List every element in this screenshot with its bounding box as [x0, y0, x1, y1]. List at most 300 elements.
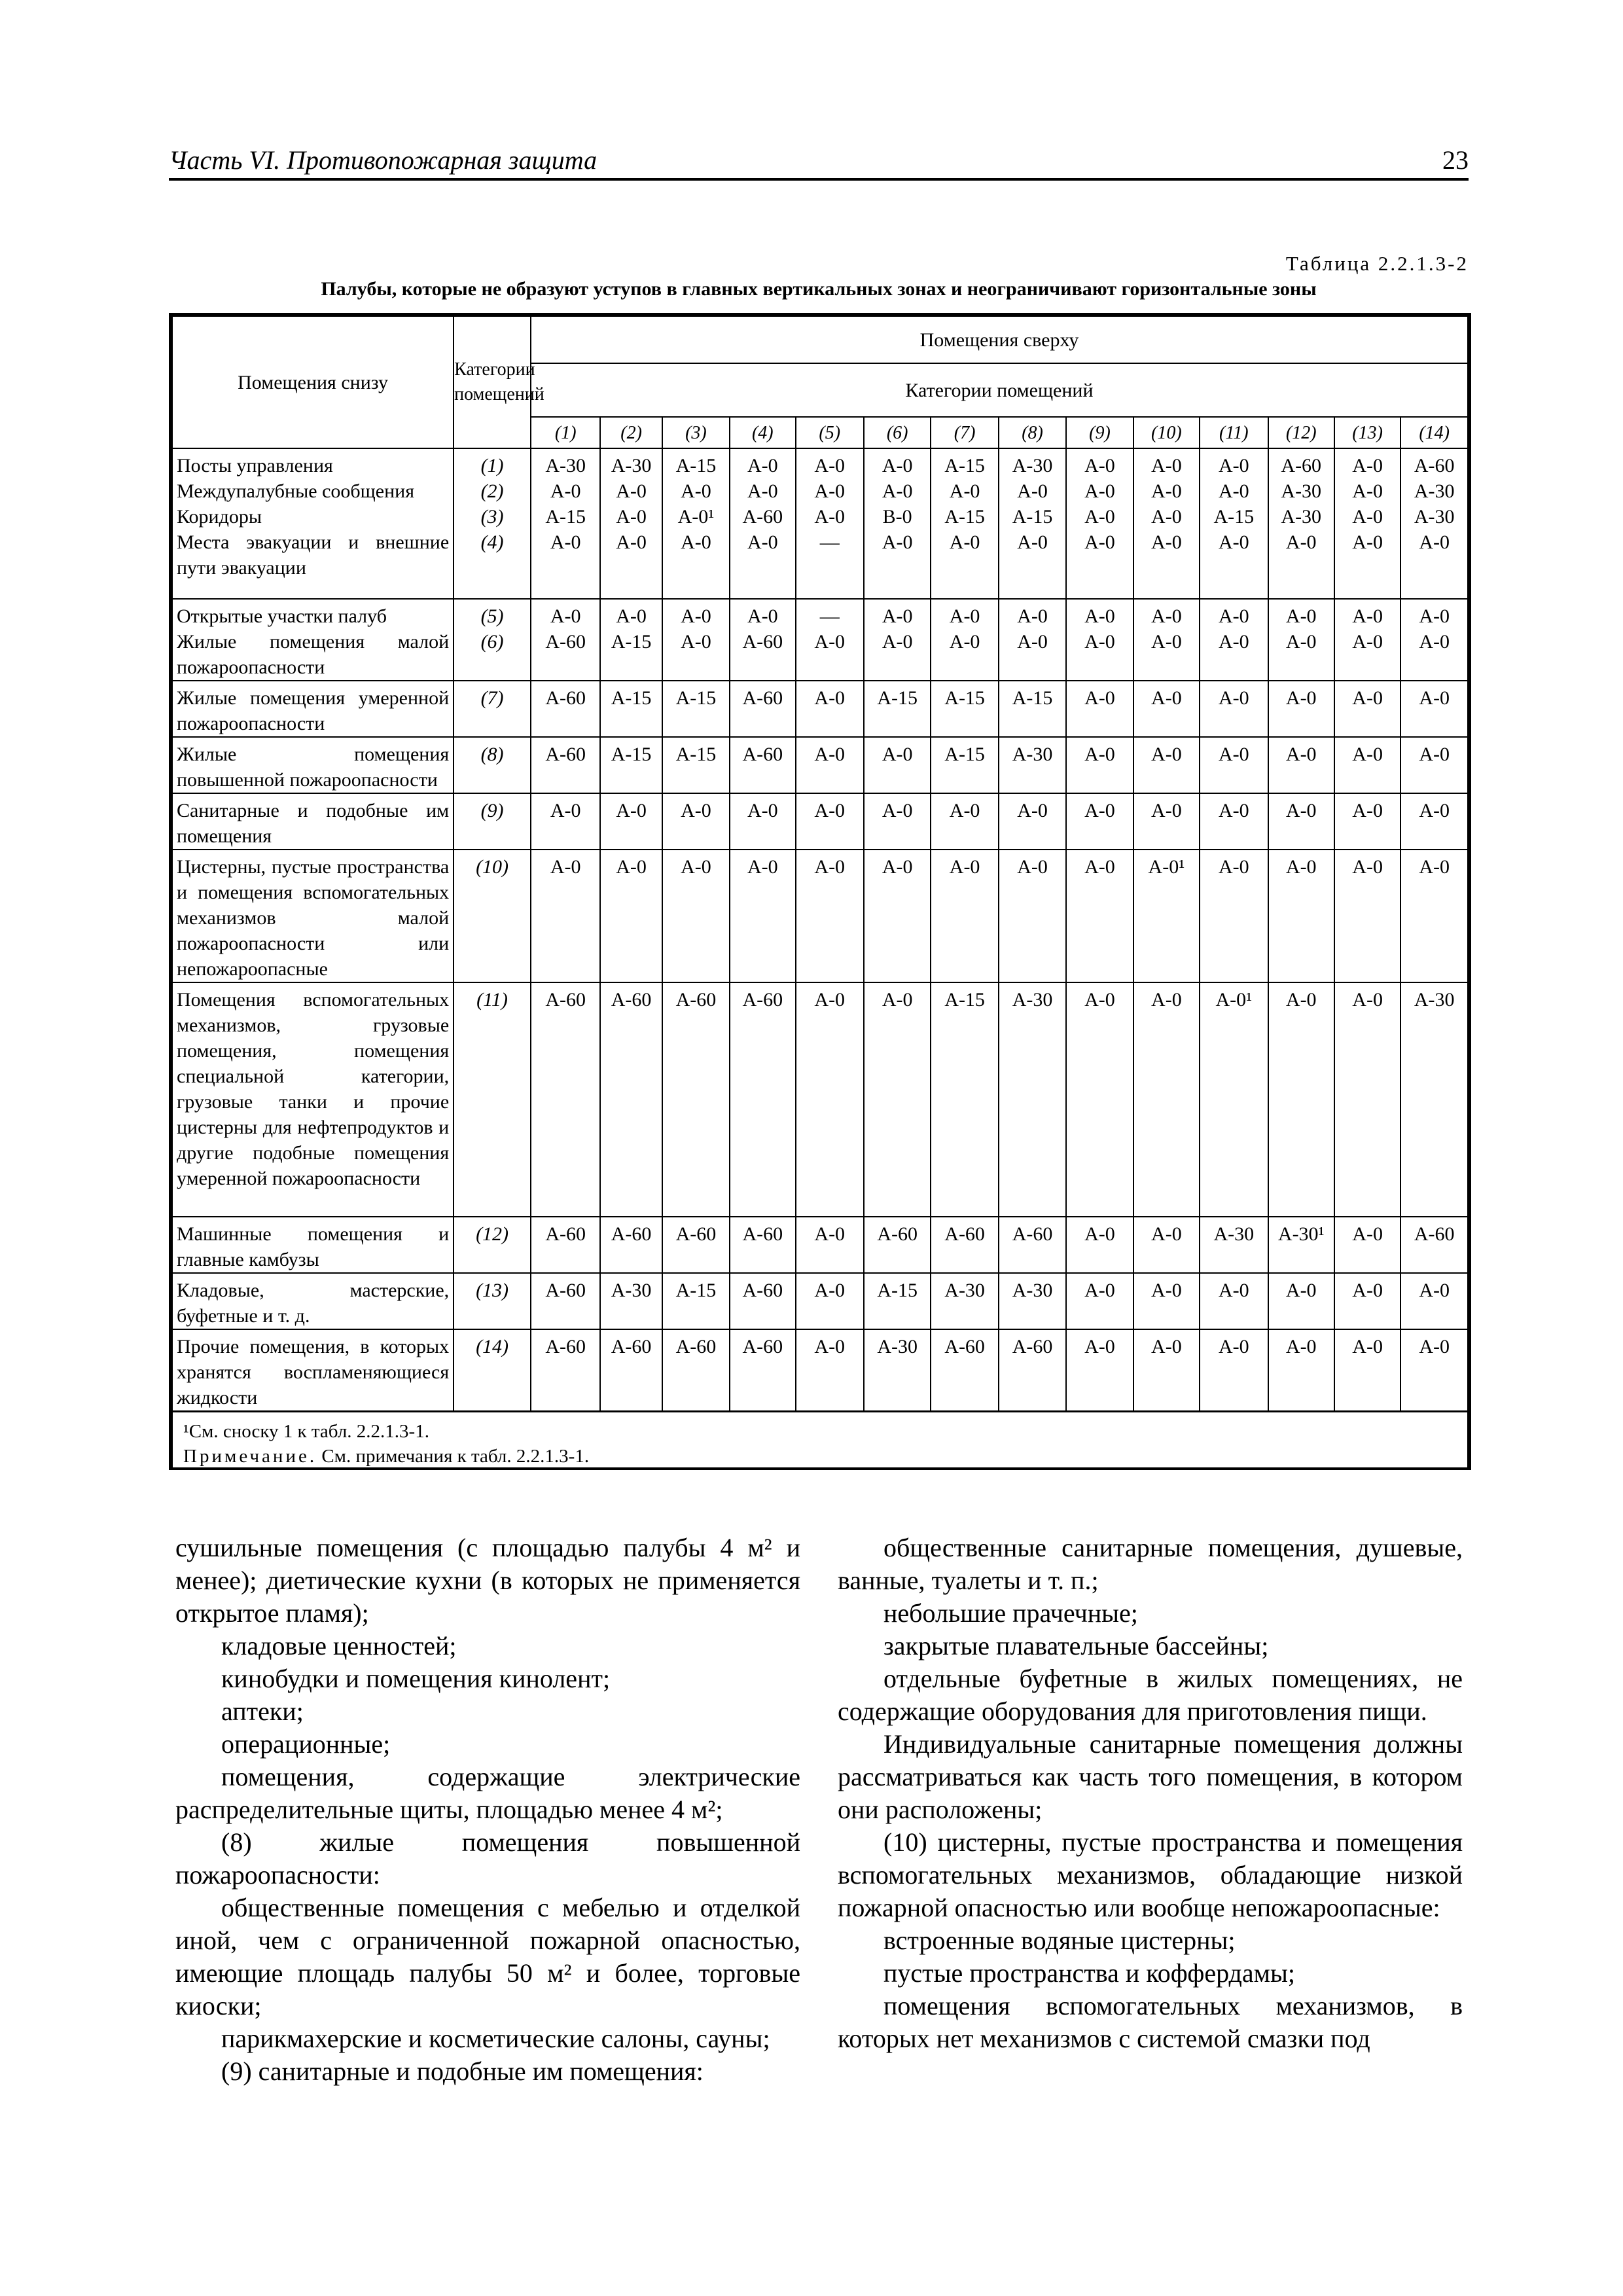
- body-paragraph: Индивидуальные санитарные помещения должны рассматриваться как часть того помещения, в котором они расположены;: [838, 1729, 1463, 1824]
- fire-rating: A-15: [1213, 506, 1255, 528]
- fire-rating: A-30: [611, 455, 652, 476]
- fire-rating: A-0: [1218, 687, 1249, 709]
- fire-rating: A-30: [877, 1336, 918, 1357]
- room-name: Цистерны, пустые пространства и помещения вспомогательных механизмов малой пожароопасности или непожароопасные: [177, 856, 450, 980]
- row-name: [172, 850, 454, 982]
- fire-rating: A-0: [949, 800, 980, 821]
- fire-rating: A-60: [611, 1223, 652, 1245]
- category-number: (14): [476, 1336, 509, 1357]
- fire-rating: A-0: [1352, 455, 1383, 476]
- rating-cell: [864, 448, 931, 599]
- fire-rating: A-0: [882, 744, 913, 765]
- col-number: (8): [999, 417, 1066, 448]
- fire-rating: A-0: [814, 480, 846, 502]
- row-category: [454, 599, 531, 681]
- rating-cell: [1066, 599, 1133, 681]
- fire-rating: A-0: [1218, 605, 1249, 627]
- fire-rating: A-0: [1084, 480, 1115, 502]
- fire-rating: A-0: [1084, 744, 1115, 765]
- rating-cell: [1066, 448, 1133, 599]
- fire-rating: A-30: [944, 1280, 985, 1301]
- col-number: (1): [531, 417, 601, 448]
- body-paragraph: парикмахерские и косметические салоны, сауны;: [221, 2024, 770, 2053]
- fire-rating: A-30: [1012, 989, 1053, 1011]
- rating-cell: [1400, 850, 1468, 982]
- fire-rating: A-0: [814, 631, 846, 653]
- rating-cell: [730, 448, 795, 599]
- fire-rating: A-0: [814, 506, 846, 528]
- row-name: [172, 1273, 454, 1329]
- fire-rating: A-0: [1285, 744, 1317, 765]
- rating-cell: [1200, 1273, 1268, 1329]
- fire-rating: A-30: [1414, 989, 1455, 1011]
- fire-rating: A-0: [1352, 687, 1383, 709]
- room-name: Помещения вспомогательных механизмов, грузовые помещения, помещения специальной категории, грузовые танки и прочие цистерны для нефтепродуктов и другие подобные помещения умеренной пожароопасности: [177, 989, 450, 1189]
- fire-rating: A-0: [1151, 1280, 1182, 1301]
- rating-cell: [600, 737, 662, 793]
- rating-cell: [1066, 681, 1133, 737]
- rating-cell: [1268, 681, 1334, 737]
- fire-rating: A-60: [545, 989, 586, 1011]
- fire-rating: A-30: [1012, 455, 1053, 476]
- rating-cell: [1268, 793, 1334, 850]
- room-name: Жилые помещения повышенной пожароопасности: [177, 744, 450, 791]
- rating-cell: [662, 448, 730, 599]
- fire-rating: A-60: [545, 631, 586, 653]
- col-number: (3): [662, 417, 730, 448]
- fire-rating: A-0: [747, 605, 778, 627]
- fire-rating: A-15: [877, 1280, 918, 1301]
- category-number: (7): [480, 687, 504, 709]
- category-number: (12): [476, 1223, 509, 1245]
- fire-rating: A-0: [1352, 531, 1383, 553]
- fire-rating: A-0: [882, 631, 913, 653]
- category-number: (3): [480, 506, 504, 528]
- fire-rating: A-15: [944, 687, 985, 709]
- room-name: Коридоры: [177, 506, 262, 528]
- rating-cell: [1268, 1273, 1334, 1329]
- rating-cell: [1400, 681, 1468, 737]
- fire-rating: A-15: [611, 687, 652, 709]
- fire-rating: A-0: [616, 856, 647, 878]
- fire-rating: A-30: [545, 455, 586, 476]
- rating-cell: [1133, 448, 1200, 599]
- rating-cell: [1133, 1329, 1200, 1412]
- body-paragraph: закрытые плавательные бассейны;: [883, 1631, 1269, 1660]
- rating-cell: [999, 681, 1066, 737]
- fire-rating: A-15: [675, 744, 717, 765]
- rating-cell: [796, 793, 864, 850]
- row-category: [454, 448, 531, 599]
- rating-cell: [796, 982, 864, 1217]
- fire-rating: A-0: [949, 531, 980, 553]
- category-number: (4): [480, 531, 504, 553]
- table-number: Таблица 2.2.1.3-2: [1285, 252, 1469, 275]
- row-category: [454, 1273, 531, 1329]
- rating-cell: [1400, 737, 1468, 793]
- table-footnotes: [173, 1412, 1467, 1469]
- col-number: (14): [1400, 417, 1468, 448]
- rating-cell: [931, 982, 998, 1217]
- rating-cell: [730, 850, 795, 982]
- rating-cell: [1400, 1273, 1468, 1329]
- fire-rating: A-30¹: [1277, 1223, 1325, 1245]
- table-row: [172, 982, 1468, 1217]
- fire-rating: A-0: [1285, 531, 1317, 553]
- fire-rating: A-30: [1414, 506, 1455, 528]
- rating-cell: [1133, 599, 1200, 681]
- fire-rating: A-0: [1084, 605, 1115, 627]
- fire-rating: A-0: [1218, 455, 1249, 476]
- rating-cell: [999, 850, 1066, 982]
- rating-cell: [1133, 793, 1200, 850]
- fire-rating: A-0: [1352, 480, 1383, 502]
- fire-rating: A-0: [814, 856, 846, 878]
- rating-cell: [1268, 1329, 1334, 1412]
- fire-rating: A-0: [616, 506, 647, 528]
- rating-cell: [1066, 850, 1133, 982]
- fire-rating: A-15: [944, 989, 985, 1011]
- fire-rating: A-0: [949, 480, 980, 502]
- rating-cell: [662, 982, 730, 1217]
- rating-cell: [864, 793, 931, 850]
- room-name: Жилые помещения умеренной пожароопасности: [177, 687, 450, 734]
- fire-rating: A-0: [1285, 989, 1317, 1011]
- rating-cell: [864, 850, 931, 982]
- rating-cell: [600, 1273, 662, 1329]
- rating-cell: [1268, 1217, 1334, 1273]
- rating-cell: [999, 1273, 1066, 1329]
- head-above-category: Категории помещений: [531, 363, 1468, 417]
- col-number: (11): [1200, 417, 1268, 448]
- fire-rating: A-0: [681, 856, 711, 878]
- fire-rating: A-0: [882, 480, 913, 502]
- running-header: [169, 145, 1469, 181]
- fire-rating: A-60: [1414, 455, 1455, 476]
- rating-cell: [796, 1217, 864, 1273]
- fire-rating: A-30: [1213, 1223, 1255, 1245]
- rating-cell: [531, 1273, 601, 1329]
- category-number: (2): [480, 480, 504, 502]
- rating-cell: [864, 1329, 931, 1412]
- fire-rating: A-0: [616, 800, 647, 821]
- rating-cell: [1268, 599, 1334, 681]
- row-category: [454, 850, 531, 982]
- fire-rating: A-60: [742, 506, 783, 528]
- fire-rating: A-0: [1151, 1223, 1182, 1245]
- category-number: (5): [480, 605, 504, 627]
- fire-rating: A-30: [1012, 744, 1053, 765]
- rating-cell: [600, 1217, 662, 1273]
- fire-rating: A-0: [949, 631, 980, 653]
- table-row: [172, 793, 1468, 850]
- fire-rating: A-0: [814, 1223, 846, 1245]
- fire-rating: A-0: [1285, 856, 1317, 878]
- room-name: Жилые помещения малой пожароопасности: [177, 631, 450, 678]
- rating-cell: [1334, 1273, 1400, 1329]
- fire-rating: A-0: [747, 455, 778, 476]
- fire-rating: A-0: [814, 1336, 846, 1357]
- fire-rating: A-0: [1218, 1280, 1249, 1301]
- room-name: Места эвакуации и внешние пути эвакуации: [177, 531, 450, 579]
- rating-cell: [1334, 982, 1400, 1217]
- rating-cell: [796, 1329, 864, 1412]
- note-text: См. примечания к табл. 2.2.1.3-1.: [317, 1446, 590, 1467]
- rating-cell: [600, 1329, 662, 1412]
- fire-rating: A-0: [1151, 455, 1182, 476]
- rating-cell: [1200, 737, 1268, 793]
- fire-rating: A-0: [1352, 1223, 1383, 1245]
- rating-cell: [531, 1217, 601, 1273]
- fire-rating: A-0: [681, 800, 711, 821]
- rating-cell: [1200, 599, 1268, 681]
- rating-cell: [864, 1217, 931, 1273]
- fire-rating: A-60: [742, 1280, 783, 1301]
- rating-cell: [1200, 1329, 1268, 1412]
- fire-rating: A-0: [550, 531, 581, 553]
- row-name: [172, 448, 454, 599]
- category-number: (9): [480, 800, 504, 821]
- table-row: [172, 850, 1468, 982]
- fire-rating: A-30: [1281, 506, 1322, 528]
- fire-rating: A-0: [1151, 744, 1182, 765]
- room-name: Открытые участки палуб: [177, 605, 387, 627]
- row-name: [172, 737, 454, 793]
- fire-rating: A-15: [675, 1280, 717, 1301]
- rating-cell: [1200, 850, 1268, 982]
- body-paragraph: (8) жилые помещения повышенной пожароопасности:: [175, 1827, 800, 1890]
- fire-rating: A-0: [1151, 631, 1182, 653]
- rating-cell: [864, 681, 931, 737]
- rating-cell: [1334, 793, 1400, 850]
- col-number: (6): [864, 417, 931, 448]
- fire-rating: A-60: [1012, 1336, 1053, 1357]
- head-category: Категории помещений: [454, 316, 531, 448]
- body-paragraph: пустые пространства и коффердамы;: [883, 1958, 1295, 1988]
- fire-rating: A-15: [944, 506, 985, 528]
- fire-rating: A-0¹: [677, 506, 715, 528]
- rating-cell: [999, 599, 1066, 681]
- col-number: (12): [1268, 417, 1334, 448]
- rating-cell: [531, 599, 601, 681]
- fire-rating: A-0: [1218, 1336, 1249, 1357]
- room-name: Междупалубные сообщения: [177, 480, 414, 502]
- rating-cell: [999, 793, 1066, 850]
- fire-rating: A-0: [1218, 480, 1249, 502]
- fire-rating: A-15: [944, 744, 985, 765]
- rating-cell: [531, 850, 601, 982]
- room-name: Прочие помещения, в которых хранятся воспламеняющиеся жидкости: [177, 1336, 450, 1408]
- rating-cell: [1400, 1329, 1468, 1412]
- fire-rating: A-0: [1218, 531, 1249, 553]
- rating-cell: [1200, 982, 1268, 1217]
- rating-cell: [1066, 793, 1133, 850]
- fire-rating: A-0: [1151, 605, 1182, 627]
- rating-cell: [931, 1217, 998, 1273]
- category-number: (13): [476, 1280, 509, 1301]
- table-row: [172, 681, 1468, 737]
- body-column-right: [838, 1532, 1463, 2055]
- fire-rating: A-60: [545, 744, 586, 765]
- rating-cell: [662, 1273, 730, 1329]
- rating-cell: [796, 1273, 864, 1329]
- fire-rating: A-0: [1084, 1223, 1115, 1245]
- body-paragraph: (10) цистерны, пустые пространства и помещения вспомогательных механизмов, обладающие низкой пожарной опасностью или вообще непожароопасные:: [838, 1827, 1463, 1922]
- rating-cell: [1200, 1217, 1268, 1273]
- fire-rating: A-0: [882, 605, 913, 627]
- fire-rating: A-60: [742, 631, 783, 653]
- fire-rating: A-0: [1352, 800, 1383, 821]
- rating-cell: [931, 448, 998, 599]
- row-name: [172, 1217, 454, 1273]
- fire-rating: A-60: [545, 687, 586, 709]
- body-paragraph: общественные помещения с мебелью и отделкой иной, чем с ограниченной пожарной опасностью, имеющие площадь палубы 50 м² и более, торговые киоски;: [175, 1893, 800, 2020]
- fire-rating: A-0: [1084, 1280, 1115, 1301]
- rating-cell: [931, 850, 998, 982]
- fire-rating: A-60: [944, 1223, 985, 1245]
- fire-rating: A-0: [814, 455, 846, 476]
- rating-cell: [1200, 681, 1268, 737]
- fire-rating: A-0: [550, 856, 581, 878]
- fire-rating: A-0: [1084, 506, 1115, 528]
- rating-cell: [864, 982, 931, 1217]
- category-number: (6): [480, 631, 504, 653]
- fire-rating: A-0: [1352, 744, 1383, 765]
- fire-rating: A-0: [814, 989, 846, 1011]
- rating-cell: [1066, 1217, 1133, 1273]
- fire-rating: A-15: [545, 506, 586, 528]
- body-paragraph: небольшие прачечные;: [883, 1598, 1138, 1628]
- col-number: (10): [1133, 417, 1200, 448]
- fire-rating: A-0: [747, 480, 778, 502]
- fire-rating: A-0¹: [1148, 856, 1185, 878]
- rating-cell: [662, 1217, 730, 1273]
- row-category: [454, 1217, 531, 1273]
- fire-rating: A-0: [1151, 531, 1182, 553]
- fire-rating: A-15: [877, 687, 918, 709]
- fire-rating: A-0: [616, 531, 647, 553]
- rating-cell: [796, 850, 864, 982]
- rating-cell: [1066, 737, 1133, 793]
- fire-rating: A-60: [545, 1223, 586, 1245]
- rating-cell: [1400, 1217, 1468, 1273]
- rating-cell: [1400, 599, 1468, 681]
- fire-rating: —: [819, 605, 840, 627]
- col-number: (2): [600, 417, 662, 448]
- rating-cell: [1133, 982, 1200, 1217]
- fire-rating: A-0: [882, 531, 913, 553]
- rating-cell: [600, 448, 662, 599]
- body-paragraph: сушильные помещения (с площадью палубы 4 м² и менее); диетические кухни (в которых не применяется открытое пламя);: [175, 1533, 800, 1628]
- rating-cell: [600, 793, 662, 850]
- rating-cell: [1268, 737, 1334, 793]
- fire-rating: A-0: [882, 856, 913, 878]
- fire-rating: A-0: [550, 800, 581, 821]
- rating-cell: [931, 737, 998, 793]
- fire-rating: A-0: [1084, 800, 1115, 821]
- body-paragraph: кинобудки и помещения кинолент;: [221, 1664, 611, 1693]
- rating-cell: [999, 1329, 1066, 1412]
- fire-rating: A-15: [1012, 687, 1053, 709]
- fire-integrity-table: [171, 315, 1469, 1470]
- fire-rating: A-0: [1285, 800, 1317, 821]
- rating-cell: [730, 681, 795, 737]
- fire-rating: A-0: [1419, 744, 1450, 765]
- fire-rating: A-0: [747, 856, 778, 878]
- fire-rating: A-15: [944, 455, 985, 476]
- fire-rating: A-30: [1414, 480, 1455, 502]
- room-name: Санитарные и подобные им помещения: [177, 800, 450, 847]
- rating-cell: [1400, 448, 1468, 599]
- fire-rating: A-0: [550, 605, 581, 627]
- fire-rating: A-0: [1352, 1280, 1383, 1301]
- rating-cell: [600, 681, 662, 737]
- fire-rating: A-0: [1419, 687, 1450, 709]
- rating-cell: [931, 681, 998, 737]
- rating-cell: [864, 599, 931, 681]
- fire-rating: A-60: [675, 989, 717, 1011]
- fire-rating: A-0: [949, 605, 980, 627]
- rating-cell: [531, 737, 601, 793]
- fire-rating: A-60: [545, 1280, 586, 1301]
- fire-rating: A-60: [742, 1223, 783, 1245]
- fire-rating: A-0: [747, 531, 778, 553]
- fire-rating: A-30: [1281, 480, 1322, 502]
- fire-rating: A-60: [1414, 1223, 1455, 1245]
- table-row: [172, 448, 1468, 599]
- rating-cell: [600, 982, 662, 1217]
- rating-cell: [1268, 850, 1334, 982]
- fire-rating: A-0: [1419, 631, 1450, 653]
- rating-cell: [999, 1217, 1066, 1273]
- rating-cell: [864, 737, 931, 793]
- fire-rating: A-0: [747, 800, 778, 821]
- fire-rating: A-0: [681, 605, 711, 627]
- fire-rating: A-30: [1012, 1280, 1053, 1301]
- rating-cell: [662, 681, 730, 737]
- table-row: [172, 599, 1468, 681]
- category-number: (10): [476, 856, 509, 878]
- category-number: (8): [480, 744, 504, 765]
- body-paragraph: отдельные буфетные в жилых помещениях, не содержащие оборудования для приготовления пищи.: [838, 1664, 1463, 1726]
- table-row: [172, 1217, 1468, 1273]
- rating-cell: [1133, 681, 1200, 737]
- rating-cell: [730, 1217, 795, 1273]
- fire-rating: A-60: [611, 989, 652, 1011]
- fire-rating: A-60: [675, 1336, 717, 1357]
- row-category: [454, 737, 531, 793]
- rating-cell: [531, 448, 601, 599]
- rating-cell: [796, 681, 864, 737]
- table-row: [172, 737, 1468, 793]
- fire-rating: A-0: [1218, 631, 1249, 653]
- rating-cell: [531, 982, 601, 1217]
- rating-cell: [1334, 681, 1400, 737]
- col-number: (5): [796, 417, 864, 448]
- fire-rating: A-0: [1084, 687, 1115, 709]
- rating-cell: [931, 1273, 998, 1329]
- fire-rating: A-0: [1084, 631, 1115, 653]
- rating-cell: [999, 737, 1066, 793]
- fire-rating: A-60: [675, 1223, 717, 1245]
- table-frame: [169, 313, 1471, 1470]
- fire-rating: A-0: [1352, 1336, 1383, 1357]
- fire-rating: A-60: [742, 1336, 783, 1357]
- row-name: [172, 1329, 454, 1412]
- rating-cell: [531, 1329, 601, 1412]
- row-category: [454, 793, 531, 850]
- fire-rating: B-0: [882, 506, 912, 528]
